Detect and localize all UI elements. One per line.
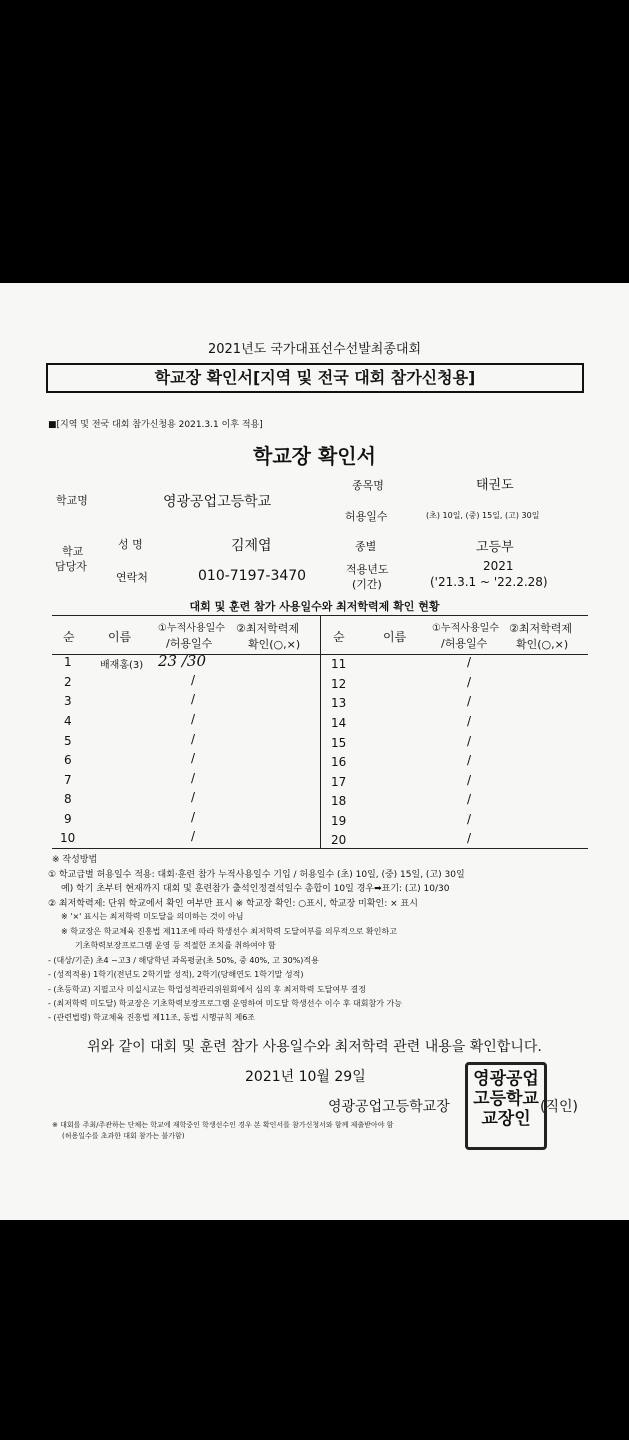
table-row-no: 5: [64, 734, 72, 748]
col-name-left: 이름: [108, 630, 132, 644]
col-check-right-1: ②최저학력제: [509, 622, 572, 635]
confirmation-date: 2021년 10월 29일: [245, 1069, 366, 1085]
table-row-days: /: [467, 773, 472, 787]
table-row-days: /: [467, 734, 472, 748]
table-row-no: 6: [64, 753, 72, 767]
table-row-days: /: [467, 714, 472, 728]
apply-year-label: 적용년도: [346, 563, 389, 576]
table-row-no: 4: [64, 714, 72, 728]
table-row-no: 18: [331, 794, 347, 808]
name-value: 김제엽: [231, 538, 272, 554]
school-value: 영광공업고등학교: [163, 494, 272, 510]
instruction-line: ※ '×' 표시는 최저학력 미도달을 의미하는 것이 아님: [61, 912, 244, 921]
table-row-days: /: [467, 694, 472, 708]
col-no-right: 순: [333, 630, 345, 644]
table-row-no: 9: [64, 812, 72, 826]
table-row-no: 8: [64, 792, 72, 806]
table-row-no: 14: [331, 716, 347, 730]
apply-period-label: (기간): [352, 578, 382, 591]
division-value: 고등부: [476, 540, 514, 555]
table-row-days: /: [467, 753, 472, 767]
instructions-heading: ※ 작성방법: [52, 855, 98, 865]
instruction-line: ② 최저학력제: 단위 학교에서 확인 여부만 표시 ※ 학교장 확인: ○표시, 학교장 미확인: × 표시: [48, 899, 418, 909]
event-title: 2021년도 국가대표선수선발최종대회: [207, 342, 422, 357]
table-row-no: 3: [64, 694, 72, 708]
col-days-left-2: /허용일수: [166, 637, 213, 650]
allowed-days-label: 허용일수: [345, 510, 388, 523]
col-no-left: 순: [63, 630, 75, 644]
table-row-no: 10: [60, 831, 76, 845]
table-row-no: 16: [331, 755, 347, 769]
table-row-no: 12: [331, 677, 347, 691]
name-label: 성 명: [118, 538, 143, 551]
allowed-days-value: (초) 10일, (중) 15일, (고) 30일: [426, 511, 540, 520]
apply-year-value: 2021: [483, 559, 514, 573]
instruction-line: 예) 학기 초부터 현재까지 대회 및 훈련참가 출석인정결석일수 총합이 10일 경우➡표기: (고) 10/30: [61, 884, 450, 894]
col-check-left-2: 확인(○,×): [248, 638, 301, 651]
document-title: 학교장 확인서: [253, 444, 376, 468]
table-row-days: /: [467, 655, 472, 669]
col-check-left-1: ②최저학력제: [236, 622, 299, 635]
instruction-line: - (관련법령) 학교체육 진흥법 제11조, 동법 시행규칙 제6조: [48, 1013, 256, 1022]
table-row-no: 7: [64, 773, 72, 787]
table-row-days: /: [191, 771, 196, 785]
table-row-no: 17: [331, 775, 347, 789]
instruction-line: - (초등학교) 지필고사 미실시교는 학업성적관리위원회에서 심의 후 최저학력 도달여부 결정: [48, 985, 366, 994]
table-row-no: 15: [331, 736, 347, 750]
table-row-days: /: [191, 790, 196, 804]
school-label: 학교명: [56, 494, 88, 507]
table-row-days: 23 /30: [158, 652, 206, 670]
table-title: 대회 및 훈련 참가 사용일수와 최저학력제 확인 현황: [189, 600, 440, 613]
stamp-text: 영광공업: [473, 1069, 539, 1089]
table-row-no: 2: [64, 675, 72, 689]
form-title: 학교장 확인서[지역 및 전국 대회 참가신청용]: [46, 363, 584, 393]
table-row-days: /: [191, 829, 196, 843]
table-row-days: /: [467, 675, 472, 689]
col-days-right-2: /허용일수: [441, 637, 488, 650]
table-row-days: /: [467, 831, 472, 845]
table-row-days: /: [191, 751, 196, 765]
table-row-no: 1: [64, 655, 72, 669]
col-days-right-1: ①누적사용일수: [432, 623, 499, 634]
table-row-days: /: [191, 673, 196, 687]
contact-label: 연락처: [116, 571, 148, 584]
instruction-line: - (성적적용) 1학기(전년도 2학기말 성적), 2학기(당해연도 1학기말 성적): [48, 970, 304, 979]
table-row-days: /: [467, 792, 472, 806]
stamp-text: 교장인: [481, 1109, 531, 1129]
footnote: ※ 대회를 주최/주관하는 단체는 학교에 재학중인 학생선수인 경우 본 확인서를 참가신청서와 함께 제출받아야 함: [52, 1121, 394, 1129]
instruction-line: - (최저학력 미도달) 학교장은 기초학력보장프로그램 운영하여 미도달 학생선수 이수 후 대회참가 가능: [48, 999, 402, 1008]
footnote: (허용일수를 초과한 대회 참가는 불가함): [62, 1132, 185, 1140]
instruction-line: ① 학교급별 허용일수 적용: 대회·훈련 참가 누적사용일수 기입 / 허용일수 (초) 10일, (중) 15일, (고) 30일: [48, 870, 465, 880]
table-row-no: 13: [331, 696, 347, 710]
application-note: ■[지역 및 전국 대회 참가신청용 2021.3.1 이후 적용]: [48, 420, 263, 430]
seal-label: (직인): [540, 1099, 578, 1115]
sport-value: 태권도: [476, 478, 514, 493]
instruction-line: 기초학력보장프로그램 운영 등 적절한 조치를 취하여야 함: [75, 941, 276, 950]
manager-label-1: 학교: [62, 545, 84, 558]
table-row-days: /: [191, 692, 196, 706]
stamp-text: 고등학교: [473, 1089, 539, 1109]
table-row-no: 19: [331, 814, 347, 828]
table-row-name: 배재홍(3): [100, 660, 144, 671]
col-days-left-1: ①누적사용일수: [158, 623, 225, 634]
table-row-days: /: [191, 732, 196, 746]
col-check-right-2: 확인(○,×): [516, 638, 569, 651]
sport-label: 종목명: [352, 479, 384, 492]
confirmation-statement: 위와 같이 대회 및 훈련 참가 사용일수와 최저학력 관련 내용을 확인합니다.: [87, 1039, 542, 1055]
signer-name: 영광공업고등학교장: [328, 1099, 450, 1115]
table-center-divider: [320, 615, 321, 848]
apply-period-value: ('21.3.1 ~ '22.2.28): [430, 575, 548, 589]
contact-value: 010-7197-3470: [198, 568, 307, 584]
school-seal-stamp: [465, 1062, 547, 1150]
col-name-right: 이름: [383, 630, 407, 644]
table-bottom-border: [52, 848, 588, 849]
table-row-no: 11: [331, 657, 347, 671]
instruction-line: ※ 학교장은 학교체육 진흥법 제11조에 따라 학생선수 최저학력 도달여부를 의무적으로 확인하고: [61, 927, 397, 936]
instruction-line: - (대상/기준) 초4 ~고3 / 해당학년 과목평균(초 50%, 중 40%, 고 30%)적용: [48, 956, 319, 965]
manager-label-2: 담당자: [55, 560, 87, 573]
table-row-days: /: [191, 810, 196, 824]
table-row-no: 20: [331, 833, 347, 847]
table-row-days: /: [191, 712, 196, 726]
division-label: 종별: [355, 540, 377, 553]
table-row-days: /: [467, 812, 472, 826]
